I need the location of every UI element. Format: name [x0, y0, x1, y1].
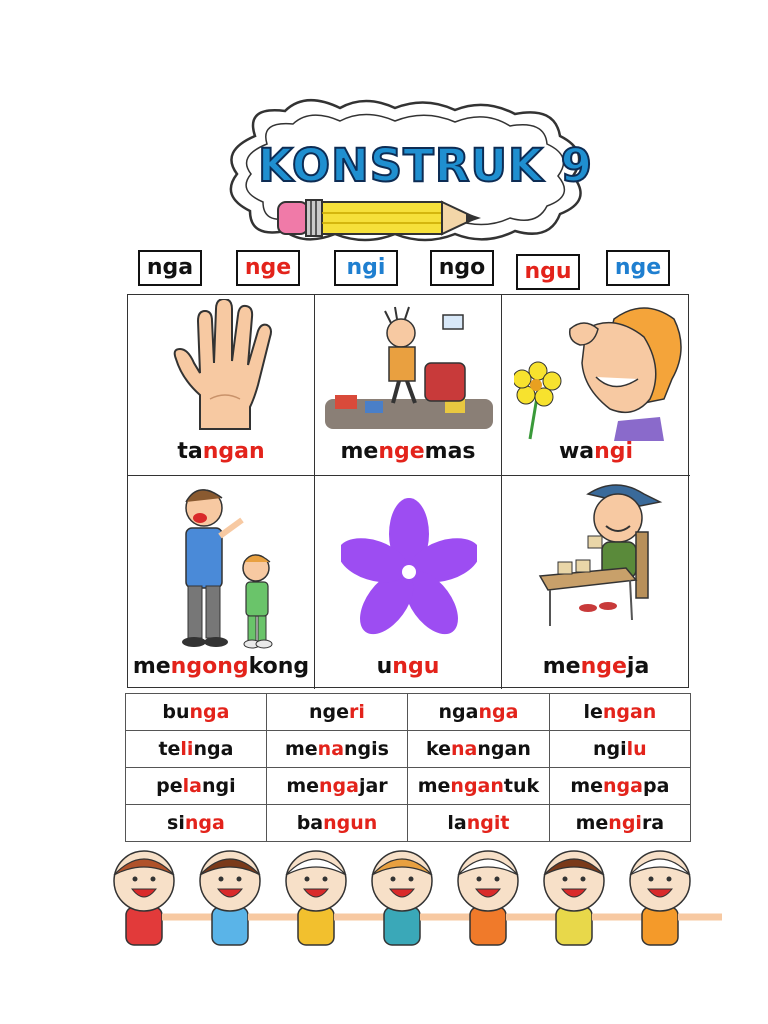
word-table-cell: ngilu [549, 731, 690, 768]
kid-eye [133, 877, 138, 882]
kid-eye [323, 877, 328, 882]
word-table-cell: bunga [126, 694, 267, 731]
picture-card-tangan [128, 295, 315, 476]
smelling-flower-icon [514, 299, 684, 441]
word-table-row [126, 694, 691, 731]
kid-eye [667, 877, 672, 882]
word-table-row [126, 805, 691, 842]
word-table-cell: langit [408, 805, 550, 842]
kid-eye [477, 877, 482, 882]
kid-body [384, 907, 420, 945]
kid-eye [219, 877, 224, 882]
pencil-icon [276, 196, 486, 240]
word-label-mengongkong: mengongkong [132, 654, 310, 679]
hand-icon [170, 299, 274, 433]
word-table-cell: menangis [266, 731, 407, 768]
kid-eye [305, 877, 310, 882]
kid-eye [495, 877, 500, 882]
word-table-row [126, 731, 691, 768]
word-label-menjeja: mengeja [542, 654, 650, 679]
word-table-cell: bangun [266, 805, 407, 842]
word-table-cell: nganga [408, 694, 550, 731]
word-label-mengemas: mengemas [340, 439, 476, 464]
purple-flower-icon [341, 498, 477, 636]
kid-eye [391, 877, 396, 882]
kids-holding-hands-border [92, 845, 722, 955]
word-table-cell: lengan [549, 694, 690, 731]
kid-eye [151, 877, 156, 882]
word-table-cell: telinga [126, 731, 267, 768]
word-table-cell: ngeri [266, 694, 407, 731]
kid-body [212, 907, 248, 945]
picture-grid [127, 294, 689, 688]
scolding-father-icon [158, 480, 288, 652]
picture-card-mengemas [315, 295, 502, 476]
kid-body [642, 907, 678, 945]
page-title: KONSTRUK 9 [258, 139, 593, 192]
kid-body [298, 907, 334, 945]
picture-card-ungu [315, 476, 502, 689]
word-table [125, 693, 691, 842]
cleaning-man-icon [325, 303, 493, 433]
syllable-box-nge: nge [236, 250, 300, 286]
kid-eye [563, 877, 568, 882]
word-label-tangan: tangan [177, 439, 265, 464]
kid-body [470, 907, 506, 945]
syllable-box-nge-blue: nge [606, 250, 670, 286]
syllable-box-ngi: ngi [334, 250, 398, 286]
word-label-ungu: ungu [376, 654, 440, 679]
kid-eye [237, 877, 242, 882]
picture-card-wangi [502, 295, 690, 476]
word-table-cell: mengira [549, 805, 690, 842]
word-table-cell: mengajar [266, 768, 407, 805]
picture-card-menjeja [502, 476, 690, 689]
syllable-box-ngu: ngu [516, 254, 580, 290]
word-table-cell: mengantuk [408, 768, 550, 805]
word-table-cell: kenangan [408, 731, 550, 768]
word-table-cell: singa [126, 805, 267, 842]
word-label-wangi: wangi [558, 439, 634, 464]
word-table-cell: pelangi [126, 768, 267, 805]
kid-body [556, 907, 592, 945]
kid-eye [409, 877, 414, 882]
syllable-box-ngo: ngo [430, 250, 494, 286]
kid-body [126, 907, 162, 945]
kid-eye [581, 877, 586, 882]
picture-card-mengongkong [128, 476, 315, 689]
kid-eye [649, 877, 654, 882]
boy-spelling-icon [536, 480, 666, 630]
word-table-cell: mengapa [549, 768, 690, 805]
word-table-row [126, 768, 691, 805]
syllable-box-nga: nga [138, 250, 202, 286]
